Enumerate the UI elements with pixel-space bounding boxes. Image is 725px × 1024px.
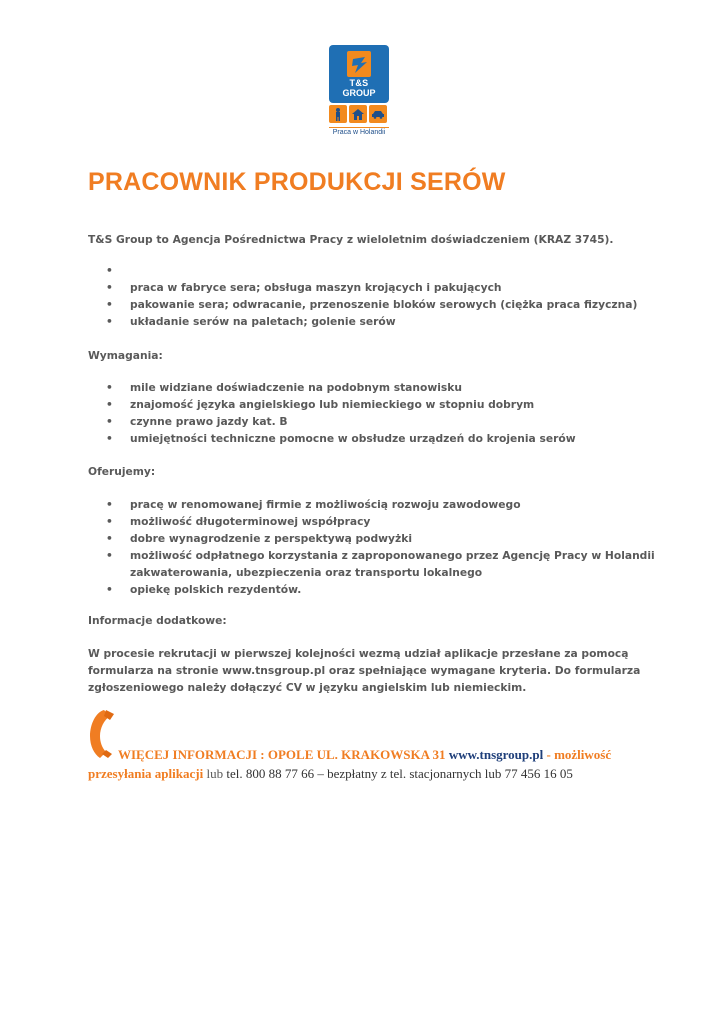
list-item: • opiekę polskich rezydentów. — [106, 583, 302, 596]
list-item: • praca w fabryce sera; obsługa maszyn krojących i pakujących — [106, 281, 502, 294]
list-item: • możliwość długoterminowej współpracy — [106, 515, 371, 528]
contact-line-2 — [88, 764, 611, 783]
info-line-3: zgłoszeniowego należy dołączyć CV w języku angielskim lub niemieckim. — [88, 681, 527, 694]
list-item: • układanie serów na paletach; golenie serów — [106, 315, 396, 328]
bullet-icon: • — [106, 432, 113, 445]
logo-divider — [329, 127, 389, 128]
logo-icon-row — [329, 105, 389, 123]
bullet-icon: • — [106, 298, 113, 311]
offer-heading: Oferujemy: — [88, 465, 156, 478]
list-item: • mile widziane doświadczenie na podobnym stanowisku — [106, 381, 462, 394]
duties-list — [88, 262, 637, 330]
car-icon — [369, 105, 387, 123]
house-icon — [349, 105, 367, 123]
contact-line-1 — [88, 745, 611, 764]
page-title: PRACOWNIK PRODUKCJI SERÓW — [88, 168, 506, 196]
bullet-icon: • — [106, 583, 113, 596]
list-item: • umiejętności techniczne pomocne w obsłudze urządzeń do krojenia serów — [106, 432, 576, 445]
info-line-1: W procesie rekrutacji w pierwszej kolejności wezmą udział aplikacje przesłane za pomocą — [88, 647, 629, 660]
bullet-icon: • — [106, 264, 113, 277]
logo-brand-line2: GROUP — [342, 88, 376, 98]
possibility-text: możliwość — [554, 747, 612, 762]
info-heading: Informacje dodatkowe: — [88, 614, 227, 627]
list-item: • pracę w renomowanej firmie z możliwością rozwoju zawodowego — [106, 498, 521, 511]
company-logo — [329, 45, 389, 136]
list-item-continuation: zakwaterowania, ubezpieczenia oraz transportu lokalnego — [130, 566, 483, 579]
bullet-icon: • — [106, 498, 113, 511]
send-applications-text: przesyłania aplikacji — [88, 766, 204, 781]
list-item: • dobre wynagrodzenie z perspektywą podwyżki — [106, 532, 413, 545]
bullet-icon: • — [106, 532, 113, 545]
bullet-icon: • — [106, 549, 113, 562]
intro-text: T&S Group to Agencja Pośrednictwa Pracy z wieloletnim doświadczeniem (KRAZ 3745). — [88, 233, 614, 246]
logo-tagline: Praca w Holandii — [332, 129, 386, 136]
bullet-icon: • — [106, 515, 113, 528]
list-item: • możliwość odpłatnego korzystania z zaproponowanego przez Agencję Pracy w Holandii — [106, 549, 655, 562]
bullet-icon: • — [106, 281, 113, 294]
website-link[interactable]: www.tnsgroup.pl — [448, 747, 544, 762]
bullet-icon: • — [106, 381, 113, 394]
requirements-heading: Wymagania: — [88, 349, 163, 362]
list-item: • znajomość języka angielskiego lub niemieckiego w stopniu dobrym — [106, 398, 535, 411]
separator: - — [543, 747, 555, 762]
bullet-icon: • — [106, 415, 113, 428]
list-item — [88, 262, 637, 279]
contact-block — [88, 745, 611, 783]
list-item: • pakowanie sera; odwracanie, przenoszenie bloków serowych (ciężka praca fizyczna) — [106, 298, 638, 311]
bullet-icon: • — [106, 315, 113, 328]
requirements-list — [88, 379, 576, 447]
bullet-icon: • — [106, 398, 113, 411]
or-text: lub — [203, 766, 224, 781]
logo-emblem-icon — [343, 49, 375, 79]
worker-icon — [329, 105, 347, 123]
list-item: • czynne prawo jazdy kat. B — [106, 415, 288, 428]
more-info-text: WIĘCEJ INFORMACJI : OPOLE UL. KRAKOWSKA 31 — [118, 747, 446, 762]
logo-badge — [329, 45, 389, 103]
logo-brand-line1: T&S — [349, 78, 369, 88]
info-line-2: formularza na stronie www.tnsgroup.pl oraz spełniające wymagane kryteria. Do formularza — [88, 664, 641, 677]
offer-list — [88, 496, 655, 598]
phone-numbers: tel. 800 88 77 66 – bezpłatny z tel. stacjonarnych lub 77 456 16 05 — [223, 766, 573, 781]
